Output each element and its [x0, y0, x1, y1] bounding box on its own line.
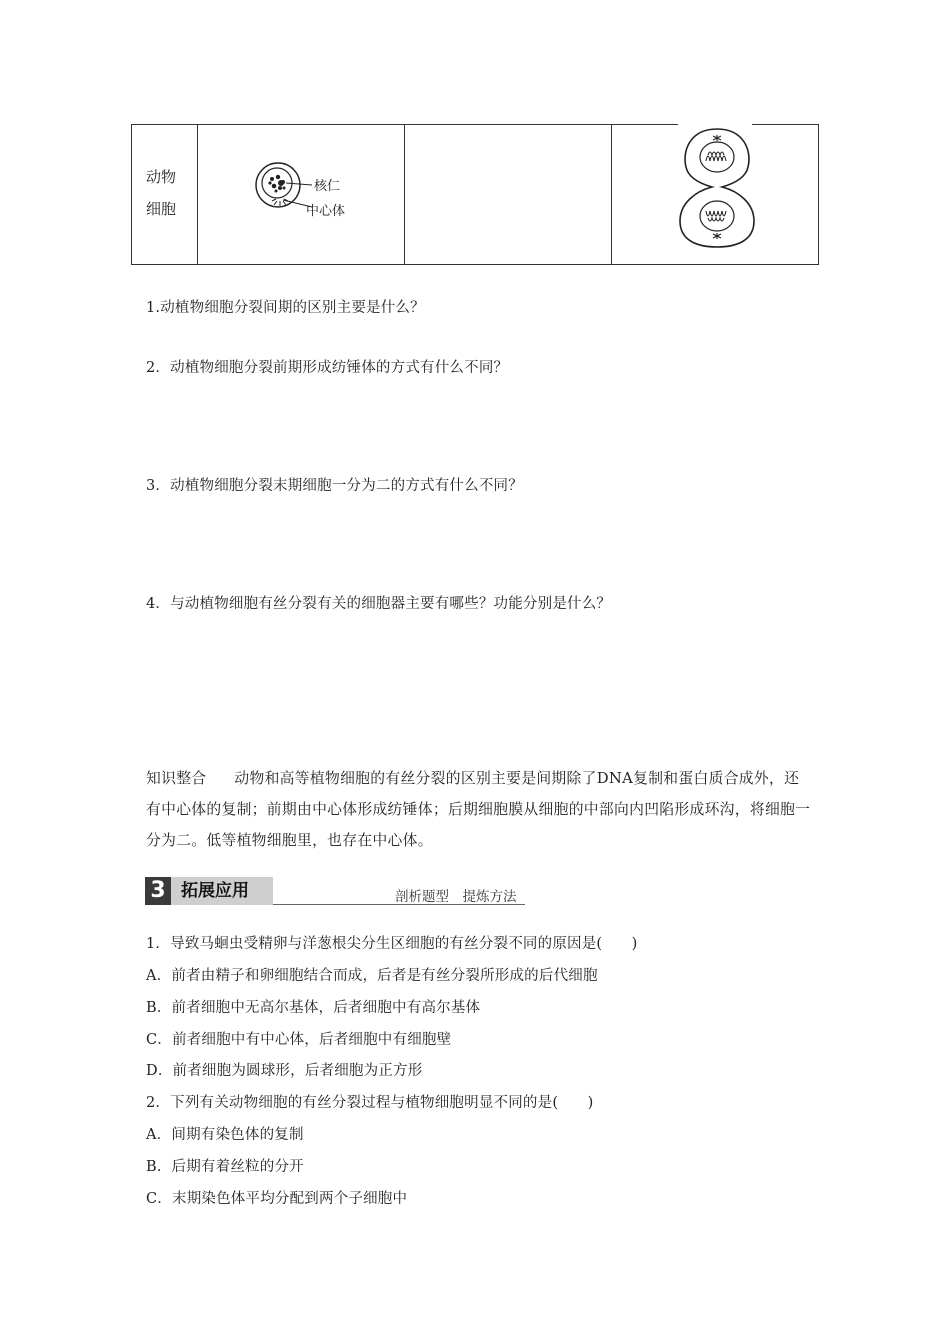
- telophase-cell-figure: [674, 121, 760, 251]
- question-2: 2．动植物细胞分裂前期形成纺锤体的方式有什么不同？: [146, 360, 509, 376]
- exercise-1-option-a: A．前者由精子和卵细胞结合而成，后者是有丝分裂所形成的后代细胞: [146, 968, 598, 984]
- question-4: 4．与动植物细胞有丝分裂有关的细胞器主要有哪些？功能分别是什么？: [146, 596, 612, 612]
- section-subtitle: 剖析题型 提炼方法: [395, 889, 517, 905]
- section-header: [145, 875, 525, 907]
- comparison-table-row: [131, 124, 819, 265]
- table-divider: [404, 125, 405, 264]
- question-3: 3．动植物细胞分裂末期细胞一分为二的方式有什么不同？: [146, 478, 523, 494]
- exercise-1-option-b: B．前者细胞中无高尔基体，后者细胞中有高尔基体: [146, 1000, 481, 1016]
- exercise-1-option-d: D．前者细胞为圆球形，后者细胞为正方形: [146, 1063, 423, 1079]
- exercise-2-option-c: C．末期染色体平均分配到两个子细胞中: [146, 1191, 408, 1207]
- table-divider: [197, 125, 198, 264]
- table-divider: [611, 125, 612, 264]
- summary-heading: 知识整合: [146, 770, 207, 787]
- centrosome-label: 中心体: [306, 204, 346, 219]
- exercise-2: 2．下列有关动物细胞的有丝分裂过程与植物细胞明显不同的是( ): [146, 1095, 594, 1111]
- row-label: 动物 细胞: [146, 168, 177, 218]
- section-title: 拓展应用: [171, 877, 273, 905]
- summary-text: 动物和高等植物细胞的有丝分裂的区别主要是间期除了DNA复制和蛋白质合成外，还有中心体的复制；前期由中心体形成纺锤体；后期细胞膜从细胞的中部向内凹陷形成环沟，将细胞一分为二。低等植物细胞里，也存在中心体。: [146, 770, 811, 849]
- exercise-1: 1．导致马蛔虫受精卵与洋葱根尖分生区细胞的有丝分裂不同的原因是( ): [146, 936, 638, 952]
- knowledge-summary: [146, 763, 811, 856]
- question-1: 1.动植物细胞分裂间期的区别主要是什么？: [146, 300, 425, 316]
- exercise-1-option-c: C．前者细胞中有中心体，后者细胞中有细胞壁: [146, 1032, 452, 1048]
- nucleolus-label: 核仁: [314, 179, 341, 194]
- exercise-2-option-b: B．后期有着丝粒的分开: [146, 1159, 304, 1175]
- interphase-cell-figure: [250, 155, 370, 225]
- section-number: 3: [145, 877, 171, 905]
- exercise-2-option-a: A．间期有染色体的复制: [146, 1127, 304, 1143]
